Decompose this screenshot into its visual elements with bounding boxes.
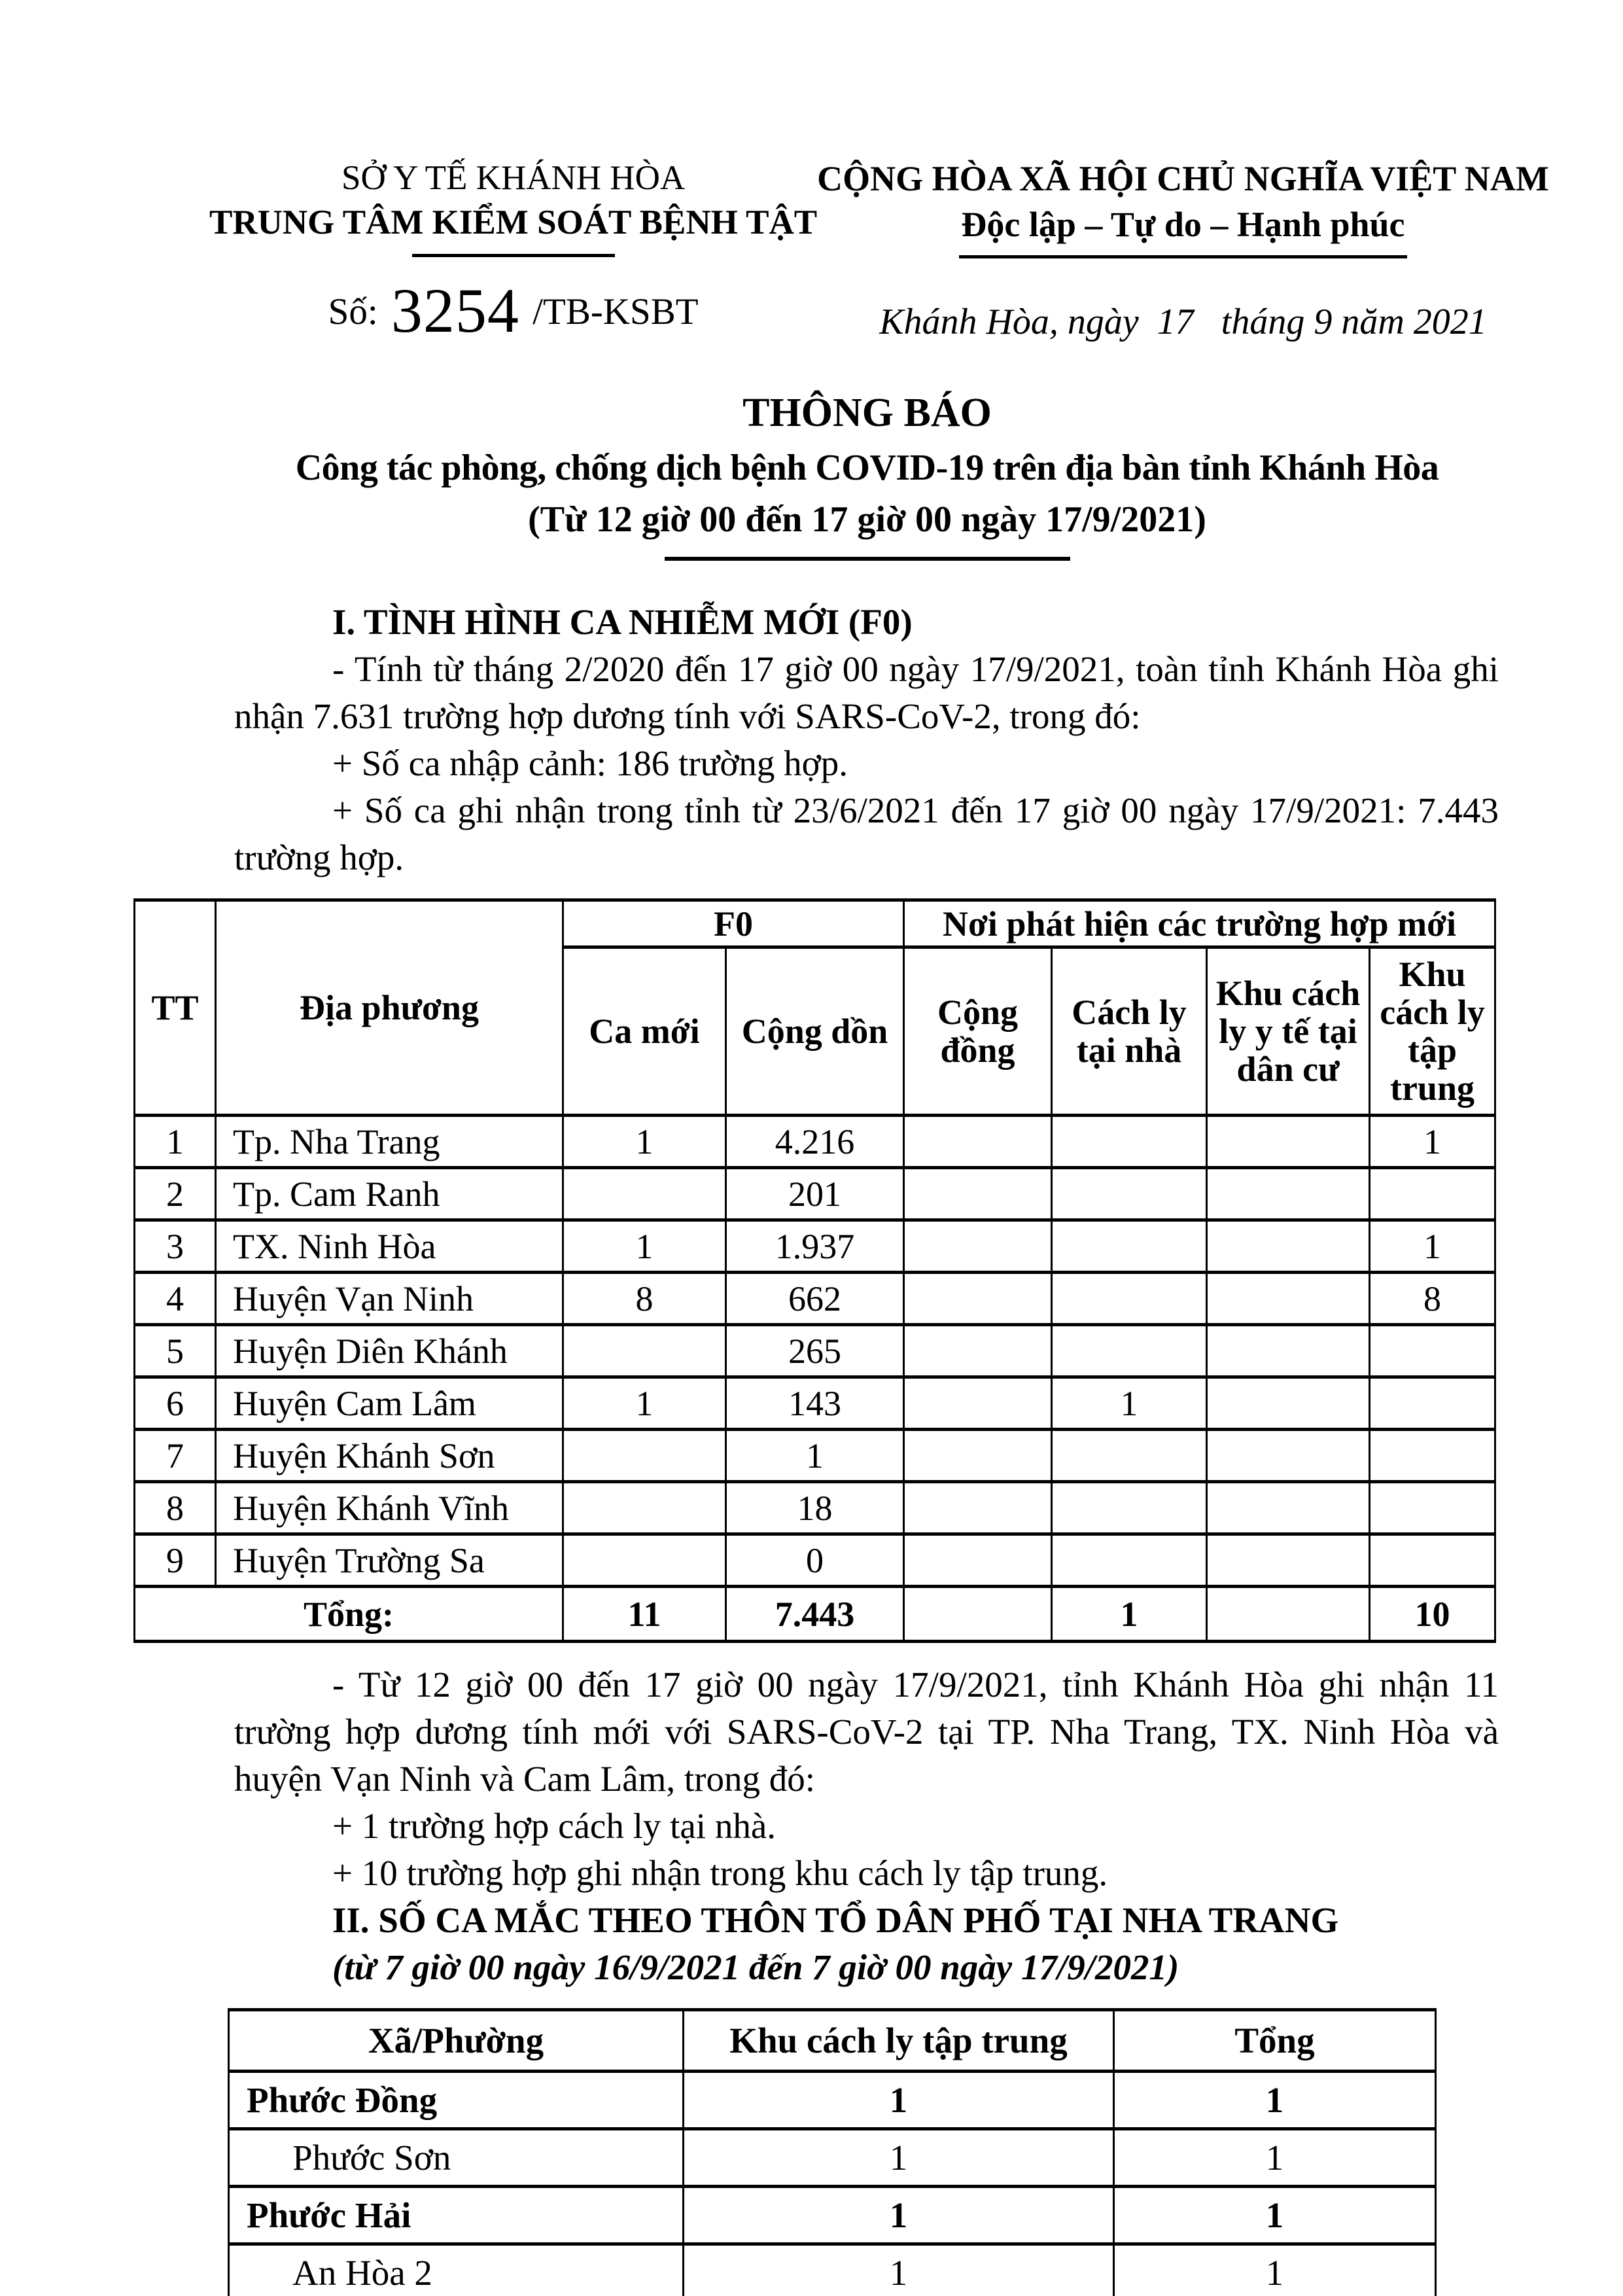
cell-new-cases: 1 xyxy=(563,1116,726,1168)
cell-community xyxy=(904,1482,1052,1534)
cell-medical-quarantine xyxy=(1207,1430,1370,1482)
cell-locality: TX. Ninh Hòa xyxy=(216,1220,563,1273)
cell-concentrated-quarantine xyxy=(1370,1168,1495,1220)
cell-new-cases xyxy=(563,1482,726,1534)
cell-new-cases: 8 xyxy=(563,1273,726,1325)
cell-community xyxy=(904,1168,1052,1220)
cell-cumulative: 18 xyxy=(726,1482,904,1534)
cell-tt: 5 xyxy=(135,1325,216,1377)
cell-medical-quarantine xyxy=(1207,1377,1370,1430)
cell-new-cases xyxy=(563,1534,726,1587)
cell-home-quarantine xyxy=(1052,1168,1207,1220)
cell-new-cases xyxy=(563,1430,726,1482)
cell-concentrated-quarantine xyxy=(1370,1482,1495,1534)
title-block xyxy=(0,384,1623,561)
col-header-locality: Địa phương xyxy=(216,900,563,1116)
issuing-agency-block xyxy=(209,156,817,345)
cell-total-cumulative: 7.443 xyxy=(726,1587,904,1642)
document-type-title: THÔNG BÁO xyxy=(742,391,992,435)
col-header-new-cases: Ca mới xyxy=(563,947,726,1116)
org-divider xyxy=(412,254,615,257)
national-motto: Độc lập – Tự do – Hạnh phúc xyxy=(961,205,1405,244)
cell-total-label: Tổng: xyxy=(135,1587,563,1642)
cell-total: 1 xyxy=(1114,2187,1436,2244)
document-number-value: 3254 xyxy=(391,275,519,345)
cell-tt: 3 xyxy=(135,1220,216,1273)
cell-community xyxy=(904,1325,1052,1377)
cell-concentrated-quarantine: 1 xyxy=(684,2072,1114,2129)
cell-home-quarantine xyxy=(1052,1116,1207,1168)
place-date-line: Khánh Hòa, ngày 17 tháng 9 năm 2021 xyxy=(879,302,1487,342)
motto-divider xyxy=(959,255,1407,258)
org-name: TRUNG TÂM KIỂM SOÁT BỆNH TẬT xyxy=(209,203,818,241)
cell-cumulative: 0 xyxy=(726,1534,904,1587)
cell-home-quarantine xyxy=(1052,1534,1207,1587)
table-row xyxy=(135,1116,1495,1168)
cell-locality: Huyện Trường Sa xyxy=(216,1534,563,1587)
cell-medical-quarantine xyxy=(1207,1534,1370,1587)
cell-community xyxy=(904,1534,1052,1587)
cell-total-community xyxy=(904,1587,1052,1642)
reporting-period: (Từ 12 giờ 00 đến 17 giờ 00 ngày 17/9/2021) xyxy=(528,499,1206,540)
col-header-commune: Xã/Phường xyxy=(229,2010,684,2072)
table-row xyxy=(135,1377,1495,1430)
cell-home-quarantine xyxy=(1052,1482,1207,1534)
col-header-home-quarantine: Cách ly tại nhà xyxy=(1052,947,1207,1116)
section-1-bullet-local: + Số ca ghi nhận trong tỉnh từ 23/6/2021 đến 17 giờ 00 ngày 17/9/2021: 7.443 trường hợp. xyxy=(234,790,1499,877)
cell-cumulative: 265 xyxy=(726,1325,904,1377)
cell-medical-quarantine xyxy=(1207,1220,1370,1273)
cell-new-cases: 1 xyxy=(563,1377,726,1430)
cell-community xyxy=(904,1220,1052,1273)
cell-new-cases xyxy=(563,1325,726,1377)
col-group-f0: F0 xyxy=(563,900,904,947)
cell-tt: 2 xyxy=(135,1168,216,1220)
table-row xyxy=(135,1220,1495,1273)
cell-tt: 6 xyxy=(135,1377,216,1430)
section-2-heading: II. SỐ CA MẮC THEO THÔN TỔ DÂN PHỐ TẠI NHA TRANG xyxy=(332,1900,1339,1940)
cell-village-name: An Hòa 2 xyxy=(229,2244,684,2296)
cell-community xyxy=(904,1377,1052,1430)
cell-concentrated-quarantine: 1 xyxy=(684,2187,1114,2244)
section-2-paragraph: - Từ 12 giờ 00 đến 17 giờ 00 ngày 17/9/2021, tỉnh Khánh Hòa ghi nhận 11 trường hợp dương tính mới với SARS-CoV-2 tại TP. Nha Trang, TX. Ninh Hòa và huyện Vạn Ninh và Cam Lâm, trong đó: xyxy=(234,1665,1499,1799)
col-header-concentrated-quarantine: Khu cách ly tập trung xyxy=(1370,947,1495,1116)
section-2-bullet-concentrated: + 10 trường hợp ghi nhận trong khu cách ly tập trung. xyxy=(332,1853,1108,1893)
col-header-community: Cộng đồng xyxy=(904,947,1052,1116)
section-1-heading: I. TÌNH HÌNH CA NHIỄM MỚI (F0) xyxy=(332,602,913,642)
parent-org-name: SỞ Y TẾ KHÁNH HÒA xyxy=(341,159,686,197)
cell-concentrated-quarantine xyxy=(1370,1325,1495,1377)
col-header-total: Tổng xyxy=(1114,2010,1436,2072)
table-row xyxy=(229,2129,1436,2187)
title-divider xyxy=(665,557,1070,561)
cell-home-quarantine xyxy=(1052,1430,1207,1482)
table-row xyxy=(135,1273,1495,1325)
col-header-cumulative: Cộng dồn xyxy=(726,947,904,1116)
table-row xyxy=(135,1168,1495,1220)
document-subject-title: Công tác phòng, chống dịch bệnh COVID-19 trên địa bàn tỉnh Khánh Hòa xyxy=(295,448,1439,488)
cell-cumulative: 662 xyxy=(726,1273,904,1325)
cell-tt: 7 xyxy=(135,1430,216,1482)
cell-cumulative: 201 xyxy=(726,1168,904,1220)
cell-tt: 8 xyxy=(135,1482,216,1534)
table-header-row-groups xyxy=(135,900,1495,947)
cases-by-locality-table xyxy=(133,898,1496,1643)
cell-medical-quarantine xyxy=(1207,1325,1370,1377)
cases-by-village-table xyxy=(228,2008,1437,2296)
cell-medical-quarantine xyxy=(1207,1273,1370,1325)
col-header-medical-quarantine-zone: Khu cách ly y tế tại dân cư xyxy=(1207,947,1370,1116)
cell-concentrated-quarantine xyxy=(1370,1534,1495,1587)
cell-concentrated-quarantine: 1 xyxy=(684,2129,1114,2187)
cell-concentrated-quarantine: 1 xyxy=(1370,1220,1495,1273)
section-2 xyxy=(0,1661,1623,1991)
cell-total: 1 xyxy=(1114,2129,1436,2187)
country-name: CỘNG HÒA XÃ HỘI CHỦ NGHĨA VIỆT NAM xyxy=(817,159,1549,198)
cell-village-name: Phước Sơn xyxy=(229,2129,684,2187)
cell-community xyxy=(904,1116,1052,1168)
col-header-concentrated-quarantine: Khu cách ly tập trung xyxy=(684,2010,1114,2072)
cell-total: 1 xyxy=(1114,2072,1436,2129)
section-1 xyxy=(0,599,1623,881)
cell-cumulative: 143 xyxy=(726,1377,904,1430)
cell-concentrated-quarantine: 8 xyxy=(1370,1273,1495,1325)
cell-tt: 4 xyxy=(135,1273,216,1325)
table-row xyxy=(229,2187,1436,2244)
cell-medical-quarantine xyxy=(1207,1116,1370,1168)
cell-total-concentrated-quarantine: 10 xyxy=(1370,1587,1495,1642)
table-row xyxy=(135,1325,1495,1377)
cell-total-medical-quarantine xyxy=(1207,1587,1370,1642)
cell-community xyxy=(904,1430,1052,1482)
document-number-label: Số: xyxy=(328,291,378,332)
cell-concentrated-quarantine xyxy=(1370,1430,1495,1482)
cell-total-new-cases: 11 xyxy=(563,1587,726,1642)
cell-commune-name: Phước Hải xyxy=(229,2187,684,2244)
table-header-row xyxy=(229,2010,1436,2072)
national-motto-block xyxy=(817,156,1549,345)
table-row xyxy=(135,1482,1495,1534)
cell-new-cases xyxy=(563,1168,726,1220)
cell-tt: 9 xyxy=(135,1534,216,1587)
cell-locality: Huyện Vạn Ninh xyxy=(216,1273,563,1325)
cell-cumulative: 1 xyxy=(726,1430,904,1482)
col-group-detection-place: Nơi phát hiện các trường hợp mới xyxy=(904,900,1495,947)
cell-total: 1 xyxy=(1114,2244,1436,2296)
cell-home-quarantine xyxy=(1052,1273,1207,1325)
cell-tt: 1 xyxy=(135,1116,216,1168)
cell-concentrated-quarantine: 1 xyxy=(1370,1116,1495,1168)
cell-locality: Huyện Cam Lâm xyxy=(216,1377,563,1430)
table-row xyxy=(135,1534,1495,1587)
cell-commune-name: Phước Đồng xyxy=(229,2072,684,2129)
cell-locality: Huyện Diên Khánh xyxy=(216,1325,563,1377)
document-number-line xyxy=(209,275,817,345)
document-header xyxy=(0,156,1623,345)
cell-concentrated-quarantine: 1 xyxy=(684,2244,1114,2296)
cell-new-cases: 1 xyxy=(563,1220,726,1273)
cell-cumulative: 4.216 xyxy=(726,1116,904,1168)
cell-locality: Huyện Khánh Sơn xyxy=(216,1430,563,1482)
cell-home-quarantine xyxy=(1052,1325,1207,1377)
table-row xyxy=(135,1430,1495,1482)
cell-locality: Tp. Cam Ranh xyxy=(216,1168,563,1220)
section-1-bullet-imported: + Số ca nhập cảnh: 186 trường hợp. xyxy=(332,743,848,783)
table-row xyxy=(229,2244,1436,2296)
cell-home-quarantine xyxy=(1052,1220,1207,1273)
cell-community xyxy=(904,1273,1052,1325)
document-number-suffix: /TB-KSBT xyxy=(532,291,699,332)
cell-medical-quarantine xyxy=(1207,1168,1370,1220)
table-row xyxy=(229,2072,1436,2129)
cell-locality: Tp. Nha Trang xyxy=(216,1116,563,1168)
cell-concentrated-quarantine xyxy=(1370,1377,1495,1430)
section-2-subheading: (từ 7 giờ 00 ngày 16/9/2021 đến 7 giờ 00 ngày 17/9/2021) xyxy=(332,1947,1179,1987)
section-1-paragraph: - Tính từ tháng 2/2020 đến 17 giờ 00 ngày 17/9/2021, toàn tỉnh Khánh Hòa ghi nhận 7.631 trường hợp dương tính với SARS-CoV-2, trong đó: xyxy=(234,649,1499,736)
col-header-tt: TT xyxy=(135,900,216,1116)
cell-locality: Huyện Khánh Vĩnh xyxy=(216,1482,563,1534)
section-2-bullet-home: + 1 trường hợp cách ly tại nhà. xyxy=(332,1806,776,1846)
table-total-row xyxy=(135,1587,1495,1642)
cell-total-home-quarantine: 1 xyxy=(1052,1587,1207,1642)
cell-medical-quarantine xyxy=(1207,1482,1370,1534)
cell-home-quarantine: 1 xyxy=(1052,1377,1207,1430)
cell-cumulative: 1.937 xyxy=(726,1220,904,1273)
